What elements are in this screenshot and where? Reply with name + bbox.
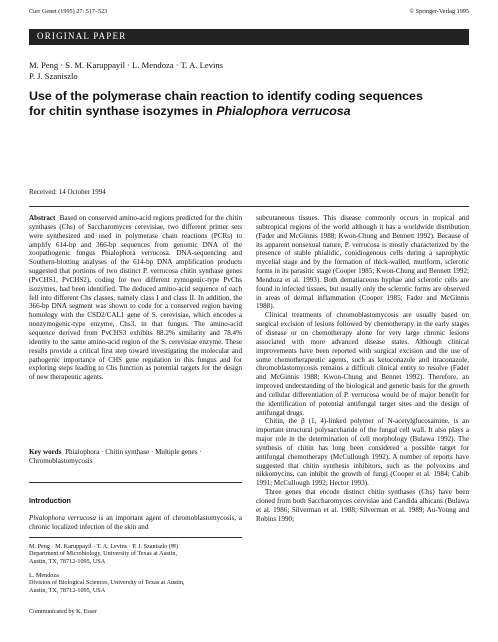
footnote-address-2-line-2: Austin, TX, 78712-1095, USA xyxy=(29,586,106,594)
authors-line-1: M. Peng · S. M. Karuppayil · L. Mendoza · T. A. Levins xyxy=(29,60,223,70)
footnote-author-2: L. Mendoza xyxy=(29,572,59,579)
title-line-2 xyxy=(29,104,469,119)
right-column xyxy=(256,214,469,524)
communicated-by: Communicated by K. Esser xyxy=(29,608,98,615)
keywords-text: Phialophora · Chitin synthase · Multiple genes · Chromoblastomycosis xyxy=(29,448,202,465)
footnote-address-1-line-1: Department of Microbiology, University of Texas at Austin, xyxy=(29,550,178,558)
title-line-1: Use of the polymerase chain reaction to identify coding sequences xyxy=(29,89,423,103)
footnote-address-1-line-2: Austin, TX, 78712-1095, USA xyxy=(29,557,106,565)
right-paragraph-1: subcutaneous tissues. This disease commonly occurs in tropical and subtropical regions of the world although it has a worldwide distribution (Fader and McGinnis 1988; Kwon-Chung and Bennett 1992). Because of its apparent nonsexual nature, P. verrucosa is mostly characterized by the presence of stable phialidic, conidiogenous cells during a saprophytic mycelial stage and by the formation of thick-walled, muriform, sclerotic forms in its parasitic stage (Cooper 1985; Kwon-Chung and Bennett 1992; Mendoza et al. 1993). Both dematiaceous hyphae and sclerotic cells are found in infected tissues, but usually only the sclerotic forms are observed in areas of dermal inflammation (Cooper 1985; Fader and McGinnis 1988). xyxy=(256,214,469,311)
abstract-label: Abstract xyxy=(29,214,56,222)
abstract-text: Based on conserved amino-acid regions predicted for the chitin synthases (Chs) of Saccharomyces cerevisiae, two different primer sets were synthesized and used in polymerase chain reactions (PCRs) to amplify 614-bp and 366-bp sequences from genomic DNA of the zoopathogenic fungus Phialophora verrucosa. DNA-sequencing and Southern-blotting analyses of the 614-bp DNA amplification products suggested that portions of two distinct P. verrucosa chitin synthase genes (PvCHS1, PvCHS2), coding for two different zymogenic-type PvChs isozymes, had been identified. The deduced amino-acid sequence of each fell into different Chs classes, namely class I and class II. In addition, the 366-bp DNA segment was shown to code for a conserved region having homology with the CSD2/CAL1 gene of S. cerevisiae, which encodes a nonzymogenic-type enzyme, Chs3, in that fungus. The amino-acid sequence derived from PvCHS3 exhibits 88.2% similarity and 78.4% identity to the same amino-acid region of the S. cerevisiae enzyme. These results provide a critical first step toward investigating the molecular and pathogenic importance of CHS gene regulation in this fungus and for exploring steps leading to Chs function as potential targets for the design of new therapeutic agents. xyxy=(29,214,243,382)
introduction-heading: Introduction xyxy=(29,496,71,505)
introduction-body: is an important agent of chromoblastomycosis, a chronic localized infection of the skin and xyxy=(29,514,242,531)
footnote-rule xyxy=(29,537,242,538)
authors-line-2: P. J. Szaniszlo xyxy=(29,71,78,81)
keywords-label: Key words xyxy=(29,448,62,456)
title-line-2-text: for chitin synthase isozymes in xyxy=(29,104,217,118)
journal-citation: Curr Genet (1995) 27: 517–523 xyxy=(29,8,108,15)
footnote-address-2-line-1: Division of Biological Sciences, University of Texas at Austin, xyxy=(29,579,185,587)
keywords-section xyxy=(29,448,242,466)
right-paragraph-4: Three genes that encode distinct chitin synthases (Chs) have been cloned from both Saccharomyces cervisiae and Candida albicans (Bulawa et al. 1986; Silverman et al. 1988; Silverman et al. 1989; Au-Young and Robins 1990; xyxy=(256,488,469,523)
article-type-banner xyxy=(29,29,469,45)
intro-species: Phialophora verrucosa xyxy=(29,514,96,522)
article-type-label: ORIGINAL PAPER xyxy=(37,31,127,41)
right-paragraph-2: Clinical treatments of chromoblastomycosis are usually based on surgical excision of lesions followed by chemotherapy in the early stages of disease or on chemotherapy alone for very large chronic lesions associated with more advanced disease states. Although clinical improvements have been reported with surgical excision and the use of some chemotherapeutic agents, such as ketoconazole and itraconazole, chromoblastomycosis remains a difficult clinical entity to resolve (Fader and McGinnis 1988; Kwon-Chung and Bennet 1992). Therefore, an improved understanding of the biological and genetic basis for the growth and cellular differentiation of P. verrucosa would be of major benefit for the identification of potential antifungal target sites and the design of antifungal drugs. xyxy=(256,311,469,417)
header-rule xyxy=(29,206,469,207)
footnote-address-2 xyxy=(29,572,242,594)
keywords-rule xyxy=(29,482,242,483)
footnote-address-1 xyxy=(29,543,242,565)
introduction-text xyxy=(29,514,242,532)
running-header xyxy=(29,8,469,15)
right-paragraph-3: Chitin, the β (1, 4)-linked polymer of N-acetylglucosamine, is an important structural polysaccharide of the fungal cell wall. It also plays a major role in the determination of cell morphology (Bulawa 1992). The synthesis of chitin has long been considered a possible target for antifungal chemotherapy (McCullough 1992). A number of reports have suggested that chitin synthesis inhibitors, such as the polyoxins and nikkomycins, can inhibit the growth of fungi (Cooper et al. 1984; Cabib 1991; McCullough 1992; Hector 1993). xyxy=(256,417,469,488)
received-date: Received: 14 October 1994 xyxy=(29,188,106,196)
paper-title xyxy=(29,89,469,119)
copyright-notice: © Springer-Verlag 1995 xyxy=(409,8,469,15)
abstract-section xyxy=(29,214,242,382)
author-list xyxy=(29,60,469,82)
title-species: Phialophora verrucosa xyxy=(216,104,351,118)
footnote-authors: M. Peng · M. Karuppayil · T. A. Levins · P. J. Szaniszlo (✉) xyxy=(29,543,179,550)
